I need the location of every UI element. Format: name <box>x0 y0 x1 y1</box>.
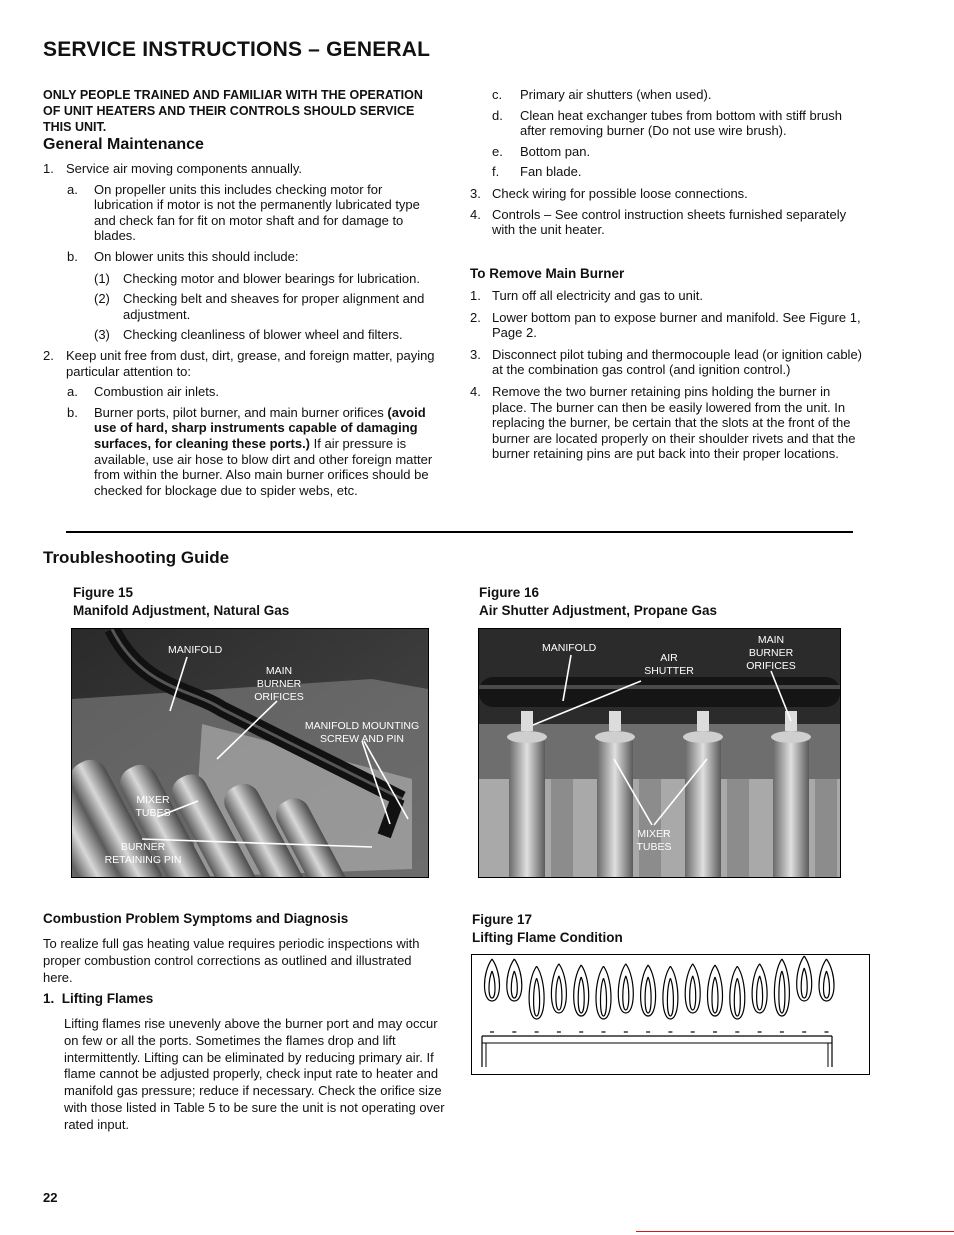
list-item <box>470 347 865 378</box>
list-text-part: Burner ports, pilot burner, and main burner orifices <box>94 404 384 420</box>
label-screw-1: MANIFOLD MOUNTING <box>304 720 420 732</box>
flame-outline <box>797 956 812 1001</box>
figure-16-caption <box>479 584 717 620</box>
figure-title: Air Shutter Adjustment, Propane Gas <box>479 603 718 618</box>
list-item <box>470 207 870 238</box>
flame-outline <box>663 966 678 1019</box>
list-text: Disconnect pilot tubing and thermocouple lead (or ignition cable) at the combination gas control (and ignition control.) <box>492 346 862 378</box>
section-divider <box>66 531 853 533</box>
flame-outline <box>708 965 723 1016</box>
label-mixer-1: MIXER <box>637 828 671 840</box>
list-number: 3. <box>470 346 481 362</box>
flame-inner-cone <box>511 971 517 998</box>
list-item <box>43 271 443 287</box>
caution-text: (avoid use of hard, sharp instruments capable of damaging surfaces, for cleaning these ports.) <box>94 404 426 451</box>
list-letter: d. <box>492 107 503 123</box>
list-text: Service air moving components annually. <box>66 161 303 176</box>
list-letter: a. <box>67 181 78 197</box>
flame-inner-cone <box>667 978 673 1016</box>
label-main-2: BURNER <box>256 678 302 690</box>
label-manifold: MANIFOLD <box>168 644 223 656</box>
flame-inner-cone <box>534 978 540 1016</box>
list-letter: a. <box>67 384 78 400</box>
maintenance-list <box>43 161 443 498</box>
label-main-1: MAIN <box>265 665 293 677</box>
flame-outline <box>819 959 834 1001</box>
label-air-1: AIR <box>660 652 678 664</box>
lifting-flames-heading <box>43 991 153 1006</box>
list-text-part: If air pressure is available, use air hose to blow dirt and other foreign matter from within the burner. Also main burner orifices should be checked for blockage due to spider webs, etc. <box>94 435 433 498</box>
list-item <box>43 249 443 265</box>
list-text: Check wiring for possible loose connections. <box>492 185 748 201</box>
list-letter: f. <box>492 164 500 180</box>
list-item <box>470 144 870 160</box>
flame-outline <box>618 964 633 1013</box>
lifting-flame-diagram <box>472 955 869 1074</box>
label-main-3: ORIFICES <box>254 691 304 703</box>
figure-title: Manifold Adjustment, Natural Gas <box>73 603 290 618</box>
lifting-flames-text: Lifting flames rise unevenly above the burner port and may occur on few or all the ports. Sometimes the flames drop and lift intermittently. Lifting can be eliminated by reducing primary air. If flame cannot be adjusted properly, check input rate to heater and manifold gas pressure; reduce if necessary. Check the orifice size with those listed in Table 5 to be sure the unit is not operating over rated input. <box>64 1016 445 1132</box>
label-screw-2: SCREW AND PIN <box>319 733 405 745</box>
air-shutter-photo-illustration <box>479 629 840 877</box>
list-item <box>43 161 443 177</box>
remove-burner-list <box>470 288 865 462</box>
list-text: On propeller units this includes checking motor for lubrication if motor is not the permanently lubricated type and check fan for fit on motor shaft and for damage to blades. <box>94 181 420 244</box>
flame-inner-cone <box>601 978 607 1016</box>
flame-inner-cone <box>578 977 584 1013</box>
general-maintenance-heading: General Maintenance <box>43 136 204 153</box>
label-mixer-1: MIXER <box>136 794 170 806</box>
flame-inner-cone <box>801 968 807 998</box>
label-main-1: MAIN <box>757 634 785 646</box>
list-text: Clean heat exchanger tubes from bottom with stiff brush after removing burner (Do not use wire brush). <box>520 107 843 139</box>
flame-outline <box>730 966 745 1019</box>
flame-inner-cone <box>556 976 562 1010</box>
list-item <box>43 182 443 244</box>
flame-outline <box>752 964 767 1013</box>
figure-15-photo <box>71 628 429 878</box>
list-text: Lower bottom pan to expose burner and manifold. See Figure 1, Page 2. <box>492 309 861 341</box>
flame-inner-cone <box>779 971 785 1013</box>
list-text: Checking motor and blower bearings for lubrication. <box>123 270 420 286</box>
flame-inner-cone <box>757 976 763 1010</box>
list-number: 4. <box>470 383 481 399</box>
list-number: 4. <box>470 206 481 222</box>
list-item <box>470 164 870 180</box>
list-number: 1. <box>43 161 54 176</box>
figure-17-caption <box>472 911 623 947</box>
flame-inner-cone <box>712 977 718 1013</box>
flame-outline <box>596 966 611 1019</box>
list-text: Fan blade. <box>520 164 582 180</box>
list-number: 3. <box>470 185 481 201</box>
flame-inner-cone <box>734 978 740 1016</box>
figure-number: Figure 15 <box>73 585 134 600</box>
list-text: Controls – See control instruction sheets furnished separately with the unit heater. <box>492 206 847 238</box>
subsection-number: 1. <box>43 991 55 1006</box>
flame-inner-cone <box>623 976 629 1010</box>
combustion-intro: To realize full gas heating value requires periodic inspections with proper combustion control corrections as outlined and illustrated here. <box>43 936 420 985</box>
list-letter: c. <box>492 87 503 102</box>
list-item <box>43 405 443 499</box>
list-letter: b. <box>67 248 78 264</box>
flame-outline <box>507 959 522 1001</box>
label-manifold: MANIFOLD <box>542 642 597 654</box>
remove-burner-heading: To Remove Main Burner <box>470 266 625 281</box>
list-text <box>94 405 443 499</box>
list-number: 2. <box>43 347 54 363</box>
figure-number: Figure 17 <box>472 912 533 927</box>
list-item <box>470 384 865 462</box>
flames <box>485 956 835 1032</box>
label-main-2: BURNER <box>748 647 794 659</box>
list-text: Checking belt and sheaves for proper alignment and adjustment. <box>123 291 425 322</box>
label-main-3: ORIFICES <box>746 660 796 672</box>
list-text: Keep unit free from dust, dirt, grease, and foreign matter, paying particular attention to: <box>66 347 435 379</box>
list-number: 1. <box>470 288 481 303</box>
list-text: Bottom pan. <box>520 143 591 159</box>
list-paren-number: (3) <box>94 327 110 343</box>
list-item <box>470 186 870 202</box>
flame-outline <box>574 965 589 1016</box>
figure-title: Lifting Flame Condition <box>472 930 623 945</box>
subsection-title: Lifting Flames <box>61 991 154 1006</box>
footer-red-rule <box>636 1231 954 1232</box>
list-letter: e. <box>492 143 503 159</box>
troubleshooting-heading: Troubleshooting Guide <box>43 548 230 567</box>
flame-inner-cone <box>690 976 696 1010</box>
flame-outline <box>529 966 544 1019</box>
list-item <box>43 291 443 322</box>
list-item <box>470 87 870 103</box>
label-pin-1: BURNER <box>120 841 166 853</box>
page-title: SERVICE INSTRUCTIONS – GENERAL <box>43 38 431 61</box>
list-item <box>470 288 865 304</box>
flame-inner-cone <box>489 971 495 998</box>
list-text: Checking cleanliness of blower wheel and filters. <box>123 327 403 343</box>
page-number: 22 <box>43 1190 58 1205</box>
combustion-heading: Combustion Problem Symptoms and Diagnosis <box>43 911 349 926</box>
flame-inner-cone <box>645 977 651 1013</box>
list-paren-number: (2) <box>94 291 110 307</box>
figure-number: Figure 16 <box>479 585 540 600</box>
list-text: Combustion air inlets. <box>94 384 219 400</box>
list-item <box>470 310 865 341</box>
list-item <box>43 327 443 343</box>
list-item <box>43 384 443 400</box>
list-number: 2. <box>470 309 481 325</box>
flame-outline <box>641 965 656 1016</box>
list-letter: b. <box>67 404 78 420</box>
safety-warning: ONLY PEOPLE TRAINED AND FAMILIAR WITH THE OPERATION OF UNIT HEATERS AND THEIR CONTROLS SHOULD SERVICE THIS UNIT. <box>43 88 423 134</box>
flame-outline <box>685 964 700 1013</box>
figure-17-diagram <box>471 954 870 1075</box>
flame-inner-cone <box>824 971 830 998</box>
figure-16-photo <box>478 628 841 878</box>
label-pin-2: RETAINING PIN <box>104 854 182 866</box>
flame-outline <box>485 959 500 1001</box>
flame-outline <box>774 959 789 1016</box>
list-text: On blower units this should include: <box>94 248 299 264</box>
figure-15-caption <box>73 584 289 620</box>
list-item <box>470 108 870 139</box>
list-text: Primary air shutters (when used). <box>520 87 712 102</box>
maintenance-list-continued <box>470 87 870 238</box>
list-paren-number: (1) <box>94 270 110 286</box>
list-item <box>43 348 443 379</box>
manifold-photo-illustration <box>72 629 428 877</box>
list-text: Remove the two burner retaining pins holding the burner in place. The burner can then be easily lowered from the unit. In replacing the burner, be certain that the slots at the front of the burner are located properly on their shoulder rivets and that the burner retaining pins are put back into their proper locations. <box>492 383 856 462</box>
label-mixer-2: TUBES <box>636 841 672 853</box>
flame-outline <box>551 964 566 1013</box>
list-text: Turn off all electricity and gas to unit. <box>492 288 703 303</box>
label-air-2: SHUTTER <box>644 665 694 677</box>
label-mixer-2: TUBES <box>135 807 171 819</box>
